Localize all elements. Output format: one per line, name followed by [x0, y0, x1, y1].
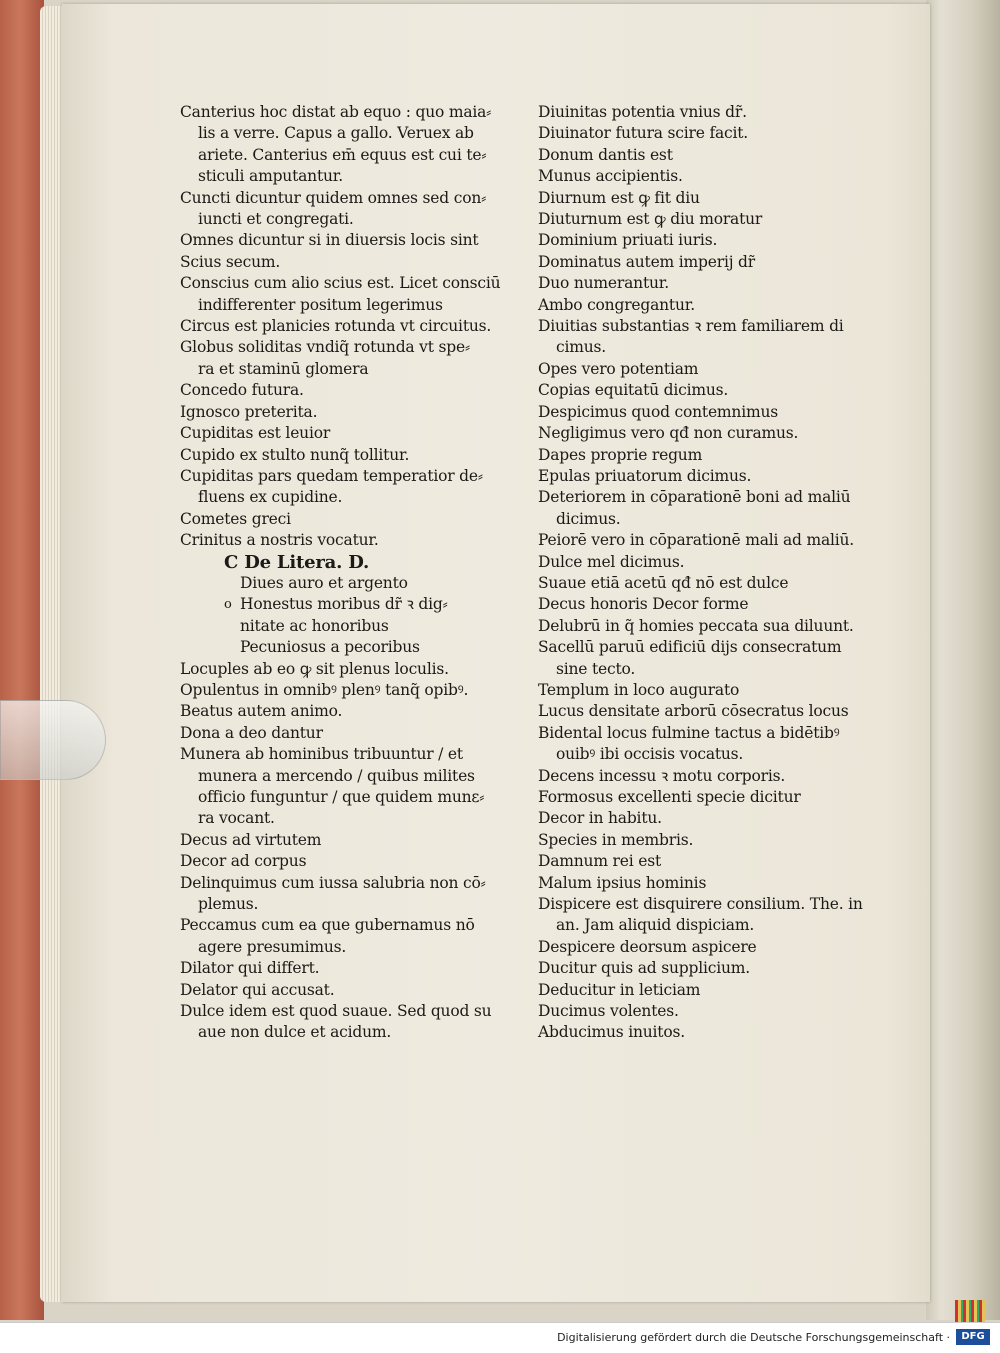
text-line-content: Donum dantis est	[538, 145, 673, 164]
text-line-content: Ignosco preterita.	[180, 402, 318, 421]
text-line-content: lis a verre. Capus a gallo. Veruex ab	[198, 124, 474, 143]
text-line-content: Decor ad corpus	[180, 852, 307, 871]
text-line	[180, 980, 540, 1001]
text-line	[180, 273, 540, 294]
text-line-content: Ducimus volentes.	[538, 1002, 679, 1021]
text-line	[180, 252, 540, 273]
text-line	[538, 423, 898, 444]
text-line	[180, 723, 540, 744]
text-line-content: indifferenter positum legerimus	[198, 295, 443, 314]
text-line-content: Decus ad virtutem	[180, 830, 322, 849]
book-page	[62, 4, 930, 1302]
text-line	[538, 102, 898, 123]
text-line	[538, 894, 898, 915]
text-line	[538, 188, 898, 209]
text-line-content: dicimus.	[556, 509, 621, 528]
text-line	[538, 466, 898, 487]
book-cover-left	[0, 0, 44, 1320]
text-line	[180, 209, 540, 230]
text-line	[538, 509, 898, 530]
margin-marker: o	[224, 597, 232, 613]
text-line-content: Diues auro et argento	[240, 573, 408, 592]
text-line-content: Circus est planicies rotunda vt circuitus.	[180, 317, 492, 336]
text-line	[538, 937, 898, 958]
text-line	[180, 359, 540, 380]
text-line	[180, 487, 540, 508]
text-line	[180, 937, 540, 958]
text-line-content: Diuinitas potentia vnius dr̃.	[538, 103, 747, 121]
text-line	[180, 659, 540, 680]
text-line-content: ra et staminū glomera	[198, 359, 369, 378]
text-line-content: Suaue etiā acetū qđ nō est dulce	[538, 573, 789, 592]
text-line-content: Cupiditas est leuior	[180, 424, 331, 443]
text-line	[180, 402, 540, 423]
text-line-content: Decor in habitu.	[538, 809, 662, 828]
text-line	[538, 787, 898, 808]
text-line	[538, 273, 898, 294]
left-text-column	[180, 102, 540, 1044]
text-line-content: Decens incessu ꝛ motu corporis.	[538, 766, 786, 785]
text-line-content: Copias equitatū dicimus.	[538, 381, 729, 400]
text-line	[180, 787, 540, 808]
text-line-content: fluens ex cupidine.	[198, 488, 343, 507]
dfg-logo: DFG	[956, 1329, 990, 1345]
text-line	[180, 145, 540, 166]
text-line-content: plemus.	[198, 895, 259, 914]
text-line-content: Dispicere est disquirere consilium. The. in	[538, 895, 863, 914]
text-line	[538, 359, 898, 380]
text-line	[538, 230, 898, 251]
text-line	[180, 102, 540, 123]
text-line-content: Munus accipientis.	[538, 167, 683, 186]
text-line-content: Peccamus cum ea que gubernamus nō	[180, 916, 475, 935]
text-line-content: Pecuniosus a pecoribus	[240, 638, 420, 657]
text-line	[180, 830, 540, 851]
text-line	[180, 573, 540, 594]
text-line-content: iuncti et congregati.	[198, 210, 354, 229]
text-line-content: sine tecto.	[556, 659, 636, 678]
text-line	[538, 552, 898, 573]
text-line	[180, 701, 540, 722]
text-line-content: Diuinator futura scire facit.	[538, 124, 749, 143]
text-line	[180, 552, 540, 573]
text-line-content: nitate ac honoribus	[240, 616, 389, 635]
text-line-content: officio funguntur / que quidem munε⸗	[198, 788, 485, 806]
text-line-content: ariete. Canterius em̄ equus est cui te⸗	[198, 145, 487, 164]
text-line	[538, 402, 898, 423]
text-line-content: Opulentus in omnibꝰ plenꝰ tanq̃ opibꝰ.	[180, 680, 469, 699]
text-line	[538, 851, 898, 872]
text-line	[538, 744, 898, 765]
text-line-content: Delubrū in q̃ homies peccata sua diluunt.	[538, 616, 854, 635]
text-line	[538, 659, 898, 680]
text-line-content: Scius secum.	[180, 252, 281, 271]
text-line-content: Munera ab hominibus tribuuntur / et	[180, 745, 463, 764]
text-line-content: Despicimus quod contemnimus	[538, 402, 778, 421]
text-line	[538, 209, 898, 230]
text-line-content: Lucus densitate arborū cōsecratus locus	[538, 702, 849, 721]
text-line	[538, 637, 898, 658]
text-line-content: aue non dulce et acidum.	[198, 1023, 392, 1042]
text-line	[538, 337, 898, 358]
text-line	[180, 808, 540, 829]
text-line	[180, 230, 540, 251]
text-line	[538, 445, 898, 466]
text-line	[180, 530, 540, 551]
text-line	[180, 188, 540, 209]
text-line-content: Abducimus inuitos.	[538, 1023, 685, 1042]
text-line-content: Beatus autem animo.	[180, 702, 343, 721]
text-line-content: Conscius cum alio scius est. Licet consciū	[180, 274, 501, 293]
text-line-content: Epulas priuatorum dicimus.	[538, 466, 752, 485]
text-line-content: Cuncti dicuntur quidem omnes sed con⸗	[180, 188, 487, 207]
text-line-content: Concedo futura.	[180, 381, 304, 400]
text-line	[538, 316, 898, 337]
text-line	[180, 423, 540, 444]
text-line	[538, 766, 898, 787]
text-line	[180, 295, 540, 316]
clear-bookmark-tab	[0, 700, 106, 780]
text-line	[180, 915, 540, 936]
text-line	[538, 808, 898, 829]
text-line-content: Decus honoris Decor forme	[538, 595, 749, 614]
text-line-content: Dulce mel dicimus.	[538, 552, 685, 571]
text-line	[180, 466, 540, 487]
text-line	[180, 637, 540, 658]
text-line-content: Diuitias substantias ꝛ rem familiarem di	[538, 317, 844, 336]
text-line	[180, 851, 540, 872]
text-line-content: ouibꝰ ibi occisis vocatus.	[556, 745, 744, 764]
text-line	[180, 337, 540, 358]
text-line-content: Dona a deo dantur	[180, 723, 323, 742]
text-line	[180, 873, 540, 894]
text-line-content: Dapes proprie regum	[538, 445, 703, 464]
text-line-content: ra vocant.	[198, 809, 275, 828]
text-line	[538, 252, 898, 273]
text-line-content: Deteriorem in cōparationē boni ad maliū	[538, 488, 851, 507]
text-line-content: sticuli amputantur.	[198, 167, 343, 186]
text-line	[538, 1022, 898, 1043]
text-line-content: Diuturnum est ꝙ diu moratur	[538, 210, 763, 229]
text-line-content: Honestus moribus dr̃ ꝛ dig⸗	[240, 595, 448, 614]
text-line	[538, 830, 898, 851]
text-line-content: Damnum rei est	[538, 852, 661, 871]
text-line-content: Delator qui accusat.	[180, 980, 335, 999]
text-line-content: Opes vero potentiam	[538, 359, 699, 378]
text-line	[538, 295, 898, 316]
opposite-page-edge	[926, 0, 1000, 1320]
text-line-content: Diurnum est ꝙ fit diu	[538, 188, 700, 207]
text-line-content: Despicere deorsum aspicere	[538, 937, 757, 956]
text-line	[538, 166, 898, 187]
text-line	[180, 894, 540, 915]
text-line	[180, 123, 540, 144]
text-line	[180, 766, 540, 787]
footer-credit-text: Digitalisierung gefördert durch die Deutsche Forschungsgemeinschaft ·	[557, 1331, 950, 1344]
text-line	[538, 915, 898, 936]
text-line	[180, 509, 540, 530]
text-line	[538, 616, 898, 637]
text-line	[538, 680, 898, 701]
text-line-content: Dominatus autem imperij dr̃	[538, 252, 755, 271]
text-line-content: an. Jam aliquid dispiciam.	[556, 916, 755, 935]
text-line-content: Cometes greci	[180, 509, 291, 528]
text-line-content: cimus.	[556, 338, 606, 357]
text-line	[180, 1022, 540, 1043]
text-line-content: Ambo congregantur.	[538, 295, 695, 314]
text-line	[538, 958, 898, 979]
text-line	[180, 316, 540, 337]
text-line-content: Ducitur quis ad supplicium.	[538, 959, 750, 978]
text-line-content: munera a mercendo / quibus milites	[198, 766, 475, 785]
text-line	[538, 530, 898, 551]
text-line-content: C De Litera. D.	[224, 551, 370, 573]
text-line	[180, 445, 540, 466]
text-line-content: Negligimus vero qđ non curamus.	[538, 424, 799, 443]
text-line	[180, 594, 540, 615]
text-line-content: Delinquimus cum iussa salubria non cō⸗	[180, 873, 486, 892]
text-line-content: Dilator qui differt.	[180, 959, 320, 978]
text-line	[538, 980, 898, 1001]
text-line	[538, 573, 898, 594]
text-line-content: Crinitus a nostris vocatur.	[180, 531, 379, 550]
right-text-column	[538, 102, 898, 1044]
ribbon-marker	[955, 1300, 985, 1322]
text-line	[180, 744, 540, 765]
text-line-content: agere presumimus.	[198, 937, 347, 956]
text-line	[538, 123, 898, 144]
text-line-content: Dulce idem est quod suaue. Sed quod su	[180, 1002, 492, 1021]
text-line	[180, 166, 540, 187]
text-line	[538, 1001, 898, 1022]
text-line-content: Bidental locus fulmine tactus a bidētibꝰ	[538, 723, 840, 742]
text-line	[538, 380, 898, 401]
text-line-content: Locuples ab eo ꝙ sit plenus loculis.	[180, 659, 449, 678]
text-line-content: Malum ipsius hominis	[538, 873, 707, 892]
text-line-content: Sacellū paruū edificiū dijs consecratum	[538, 638, 842, 657]
text-line-content: Omnes dicuntur si in diuersis locis sint	[180, 231, 479, 250]
text-line	[538, 594, 898, 615]
text-line	[180, 616, 540, 637]
text-line-content: Dominium priuati iuris.	[538, 231, 718, 250]
text-line	[538, 701, 898, 722]
text-line	[538, 145, 898, 166]
text-line	[538, 723, 898, 744]
text-line	[180, 958, 540, 979]
text-line-content: Globus soliditas vndiq̃ rotunda vt spe⸗	[180, 338, 470, 357]
text-line-content: Formosus excellenti specie dicitur	[538, 788, 801, 806]
text-line	[180, 680, 540, 701]
text-line-content: Cupido ex stulto nunq̃ tollitur.	[180, 445, 410, 464]
text-line-content: Duo numerantur.	[538, 274, 669, 293]
text-line-content: Species in membris.	[538, 830, 694, 849]
text-line	[180, 380, 540, 401]
text-line-content: Canterius hoc distat ab equo : quo maia⸗	[180, 103, 492, 121]
text-line-content: Templum in loco augurato	[538, 680, 740, 699]
text-line-content: Peiorē vero in cōparationē mali ad maliū.	[538, 531, 855, 550]
text-line	[538, 487, 898, 508]
text-line	[538, 873, 898, 894]
text-line-content: Deducitur in leticiam	[538, 980, 701, 999]
text-line	[180, 1001, 540, 1022]
footer-bar	[0, 1322, 1000, 1353]
text-line-content: Cupiditas pars quedam temperatior de⸗	[180, 466, 483, 485]
